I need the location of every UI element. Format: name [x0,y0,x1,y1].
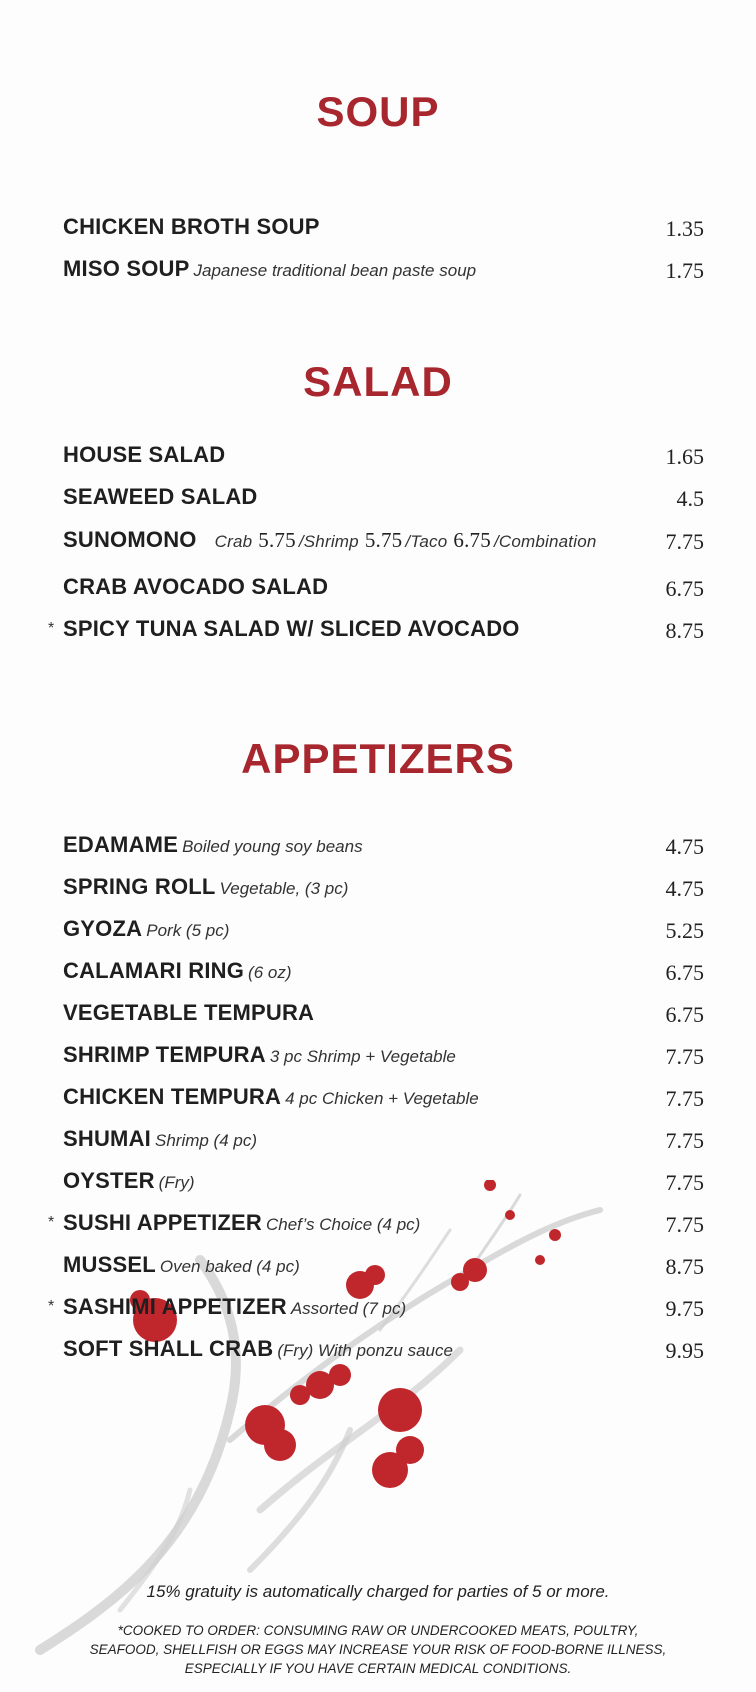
menu-item [0,574,756,614]
menu-item-sunomono [0,527,756,567]
menu-item [0,1000,756,1040]
menu-item-price: 6.75 [665,576,704,601]
disclaimer-line: ESPECIALLY IF YOU HAVE CERTAIN MEDICAL CONDITIONS. [184,1661,572,1676]
sunomono-option-price: 5.75 [364,528,403,552]
menu-item [0,214,756,254]
menu-item-price: 7.75 [665,529,704,554]
menu-item [0,484,756,524]
menu-item-name [63,616,520,642]
menu-item-title: OYSTER [63,1168,155,1193]
menu-item-price: 6.75 [665,1002,704,1027]
menu-item-price: 7.75 [665,1044,704,1069]
menu-item [0,916,756,956]
menu-item-name [63,1336,453,1362]
menu-item-title: SHUMAI [63,1126,151,1151]
menu-item-name [63,1126,257,1152]
menu-item-name [63,1210,420,1236]
menu-item-name [63,574,328,600]
menu-item-name [63,874,348,900]
menu-item [0,874,756,914]
menu-item-title: CALAMARI RING [63,958,245,983]
menu-item [0,1084,756,1124]
menu-item [0,1042,756,1082]
menu-item-price: 7.75 [665,1212,704,1237]
menu-item-price: 8.75 [665,618,704,643]
menu-item-price: 1.75 [665,258,704,283]
menu-item [0,256,756,296]
menu-item-name [63,256,476,282]
menu-item-name [63,214,320,240]
menu-item-price: 4.75 [665,834,704,859]
menu-item-title: GYOZA [63,916,143,941]
menu-item-name [63,442,225,468]
menu-item-price: 4.5 [676,486,704,511]
menu-item-title: MUSSEL [63,1252,156,1277]
menu-item-name [63,1042,456,1068]
sunomono-separator: / [405,532,411,551]
sunomono-option-label: Taco [410,532,448,551]
menu-item-title: MISO SOUP [63,256,190,281]
menu-item-description: (6 oz) [248,963,292,982]
sunomono-option-label: Crab [214,532,253,551]
menu-item-price: 7.75 [665,1086,704,1111]
gratuity-note: 15% gratuity is automatically charged for parties of 5 or more. [146,1582,610,1601]
menu-item-description: Boiled young soy beans [182,837,363,856]
menu-item-name [63,958,292,984]
menu-item-title: SEAWEED SALAD [63,484,258,509]
menu-item-name [63,1294,406,1320]
raw-item-star: * [48,1298,55,1315]
section-title-appetizers: APPETIZERS [241,735,515,782]
menu-item [0,958,756,998]
sunomono-option-label: Combination [498,532,597,551]
menu-item-title: SASHIMI APPETIZER [63,1294,287,1319]
menu-item-price: 7.75 [665,1170,704,1195]
menu-item-title: CHICKEN BROTH SOUP [63,214,320,239]
menu-item-name [63,1168,195,1194]
menu-item-title: CHICKEN TEMPURA [63,1084,282,1109]
menu-item-price: 8.75 [665,1254,704,1279]
menu-item-price: 7.75 [665,1128,704,1153]
menu-item-price: 5.25 [665,918,704,943]
menu-item-title: SPRING ROLL [63,874,216,899]
menu-item-price: 1.65 [665,444,704,469]
menu-item-price: 9.75 [665,1296,704,1321]
menu-item-description: (Fry) With ponzu sauce [277,1341,453,1360]
section-title-soup: SOUP [316,88,440,135]
menu-item-name [63,1000,314,1026]
menu-item-description: 3 pc Shrimp + Vegetable [269,1047,456,1066]
sunomono-separator: / [493,532,499,551]
menu-item [0,442,756,482]
menu-item-title: SPICY TUNA SALAD W/ SLICED AVOCADO [63,616,520,641]
menu-item-description: 4 pc Chicken + Vegetable [285,1089,479,1108]
menu-item [0,1126,756,1166]
menu-item-description: Pork (5 pc) [146,921,230,940]
sunomono-option-price: 5.75 [258,528,296,552]
menu-item-name [63,527,600,553]
raw-item-star: * [48,620,55,637]
menu-item-description: Assorted (7 pc) [290,1299,407,1318]
food-safety-disclaimer [80,1621,676,1678]
sunomono-separator: / [298,532,304,551]
menu-item-price: 6.75 [665,960,704,985]
menu-item [0,1294,756,1334]
menu-item-price: 4.75 [665,876,704,901]
menu-item-name [63,1084,479,1110]
menu-item-title: EDAMAME [63,832,179,857]
menu-item-name [63,484,258,510]
menu-item-description: Japanese traditional bean paste soup [193,261,477,280]
disclaimer-line: *COOKED TO ORDER: CONSUMING RAW OR UNDERCOOKED MEATS, POULTRY, [117,1623,639,1638]
menu-item-name [63,832,363,858]
menu-item-title: SHRIMP TEMPURA [63,1042,266,1067]
menu-item [0,616,756,656]
menu-item [0,1336,756,1376]
menu-item-price: 1.35 [665,216,704,241]
disclaimer-line: SEAFOOD, SHELLFISH OR EGGS MAY INCREASE YOUR RISK OF FOOD-BORNE ILLNESS, [89,1642,667,1657]
menu-item [0,1252,756,1292]
menu-item-description: Vegetable, (3 pc) [219,879,349,898]
menu-item-name [63,1252,300,1278]
menu-item-title: SUSHI APPETIZER [63,1210,262,1235]
menu-item-description: Shrimp (4 pc) [154,1131,258,1150]
section-title-salad: SALAD [303,358,453,405]
menu-item-name [63,916,229,942]
sunomono-option-price: 6.75 [453,528,491,552]
menu-item-description: Oven baked (4 pc) [159,1257,300,1276]
raw-item-star: * [48,1214,55,1231]
menu-item-price: 9.95 [665,1338,704,1363]
menu-item [0,1210,756,1250]
menu-item-title: CRAB AVOCADO SALAD [63,574,329,599]
menu-item [0,1168,756,1208]
menu-item-title: SUNOMONO [63,527,197,552]
sunomono-option-label: Shrimp [303,532,359,551]
menu-item-title: SOFT SHALL CRAB [63,1336,274,1361]
menu-item-description: Chef’s Choice (4 pc) [266,1215,421,1234]
menu-item-title: HOUSE SALAD [63,442,226,467]
menu-item-description: (Fry) [158,1173,195,1192]
menu-item [0,832,756,872]
menu-item-title: VEGETABLE TEMPURA [63,1000,315,1025]
